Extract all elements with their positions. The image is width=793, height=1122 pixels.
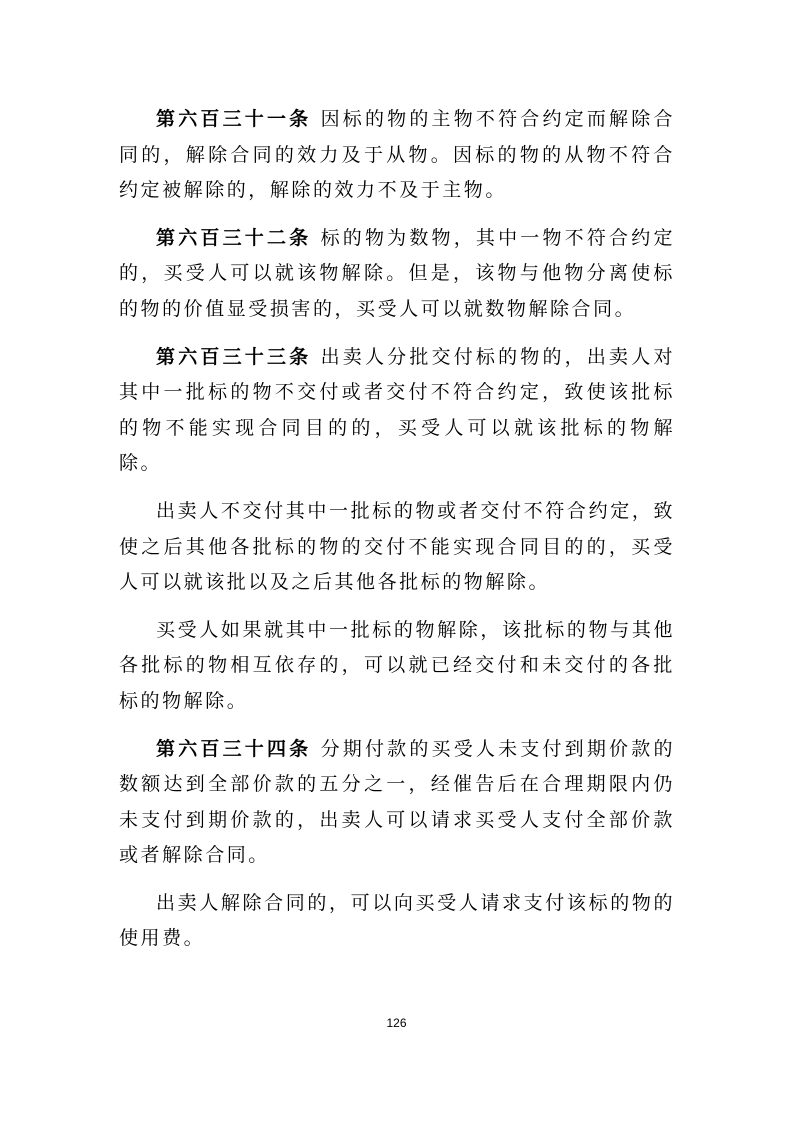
article-heading: 第六百三十四条 — [156, 737, 312, 760]
article-text: 分期付款的买受人未支付到期价款的数额达到全部价款的五分之一，经催告后在合理期限内仍未支付到期价款的，出卖人可以请求买受人支付全部价款或者解除合同。 — [119, 737, 675, 867]
page-number: 126 — [386, 1016, 407, 1030]
article-text: 标的物为数物，其中一物不符合约定的，买受人可以就该物解除。但是，该物与他物分离使标的物的价值显受损害的，买受人可以就数物解除合同。 — [119, 226, 675, 320]
paragraph-article-633-3 — [119, 613, 675, 720]
article-heading: 第六百三十一条 — [156, 108, 312, 130]
article-text: 因标的物的主物不符合约定而解除合同的，解除合同的效力及于从物。因标的物的从物不符合约定被解除的，解除的效力不及于主物。 — [119, 108, 675, 202]
paragraph-article-634-2 — [119, 886, 675, 957]
article-heading: 第六百三十二条 — [156, 226, 312, 249]
article-text: 出卖人不交付其中一批标的物或者交付不符合约定，致使之后其他各批标的物的交付不能实现合同目的的，买受人可以就该批以及之后其他各批标的物解除。 — [119, 499, 675, 594]
paragraph-article-632 — [119, 221, 675, 328]
paragraph-article-633 — [119, 340, 675, 482]
article-heading: 第六百三十三条 — [156, 345, 312, 368]
paragraph-article-633-2 — [119, 494, 675, 601]
document-page — [119, 102, 675, 969]
article-text: 出卖人分批交付标的物的，出卖人对其中一批标的物不交付或者交付不符合约定，致使该批标的物不能实现合同目的的，买受人可以就该批标的物解除。 — [119, 345, 675, 475]
article-text: 买受人如果就其中一批标的物解除，该批标的物与其他各批标的物相互依存的，可以就已经交付和未交付的各批标的物解除。 — [119, 618, 675, 712]
article-text: 出卖人解除合同的，可以向买受人请求支付该标的物的使用费。 — [119, 891, 675, 950]
paragraph-article-634 — [119, 732, 675, 874]
paragraph-article-631 — [119, 102, 675, 209]
